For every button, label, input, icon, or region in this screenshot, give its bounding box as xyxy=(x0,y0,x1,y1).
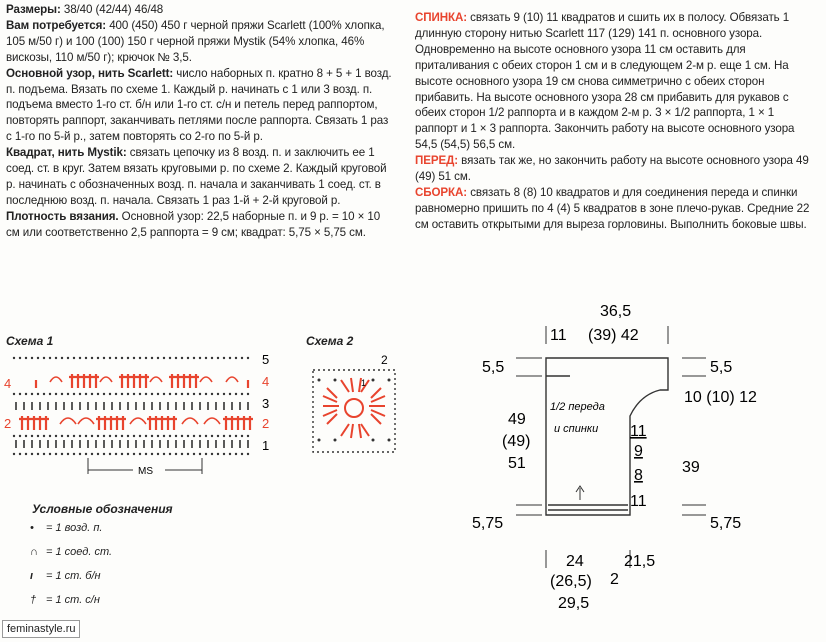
schema2-diagram xyxy=(305,350,415,460)
chain-dot xyxy=(187,435,189,437)
chain-dot xyxy=(151,357,153,359)
chain-dot xyxy=(205,435,207,437)
bottom-265-label: (26,5) xyxy=(550,573,592,590)
chain-dot xyxy=(31,357,33,359)
top-center-label: (39) 42 xyxy=(588,327,639,344)
chain-dot xyxy=(205,393,207,395)
chain-dot xyxy=(187,357,189,359)
main-pattern-paragraph xyxy=(6,66,396,146)
chain-dot xyxy=(25,453,27,455)
density-value: Основной узор: 22,5 наборные п. и 9 р. = 10 × 10 см или соответственно 2,5 раппорта = 9 см; квадрат: 5,75 × 5,75 см. xyxy=(6,209,381,239)
chain-dot xyxy=(151,393,153,395)
chain-dot xyxy=(235,393,237,395)
front-label: ПЕРЕД: xyxy=(415,154,459,168)
chain-dot xyxy=(157,357,159,359)
ms-label: MS xyxy=(138,466,153,477)
front-paragraph xyxy=(415,153,810,185)
chain-dot xyxy=(13,357,15,359)
chain-dot xyxy=(193,393,195,395)
chain-dot xyxy=(169,357,171,359)
chain-dot xyxy=(193,453,195,455)
chain-dot xyxy=(223,357,225,359)
schema2-label-1: 1 xyxy=(361,378,367,388)
main-pattern-value: число наборных п. кратно 8 + 5 + 1 возд. п. подъема. Вязать по схеме 1. Каждый р. начинать с 1 или 3 возд. п. подъема вместо 1-го ст. б/н или 1-го ст. с/н и петель перед раппортом, повторять раппорт, заканчивать петлями после раппорта. Связать 1 раз с 1-го по 5-й р., затем повторять со 2-го по 5-й р. xyxy=(6,66,392,144)
chain-dot xyxy=(139,435,141,437)
chain-dot xyxy=(91,453,93,455)
right-text-column xyxy=(415,10,810,233)
chain-dot xyxy=(223,393,225,395)
single-crochet-symbol-icon: ı xyxy=(30,570,34,582)
assembly-value: связать 8 (8) 10 квадратов и для соединения переда и спинки равномерно пришить по 4 (4) 5 квадратов в зоне плечо-рукав. Средние 22 см оставить открытыми для выреза горловины. Выполнить боковые швы. xyxy=(415,185,810,231)
chain-dot xyxy=(247,435,249,437)
bottom-295-label: 29,5 xyxy=(558,595,590,612)
chain-dot xyxy=(169,435,171,437)
chain-dot xyxy=(217,357,219,359)
chain-dot xyxy=(79,357,81,359)
chain-dot xyxy=(73,435,75,437)
chain-dot xyxy=(79,453,81,455)
chain-dot xyxy=(241,393,243,395)
chain-dot xyxy=(199,453,201,455)
chain-dot xyxy=(61,435,63,437)
schema2-label-2: 2 xyxy=(381,353,388,367)
chain-dot xyxy=(139,393,141,395)
chain-dot xyxy=(67,453,69,455)
right-shoulder-label: 10 (10) 12 xyxy=(684,389,757,406)
chain-dot xyxy=(211,453,213,455)
chain-dot xyxy=(25,393,27,395)
chain-dot xyxy=(163,357,165,359)
watermark-label: feminastyle.ru xyxy=(2,620,80,638)
chain-dot xyxy=(115,435,117,437)
chain-dot xyxy=(73,453,75,455)
chain-dot xyxy=(67,393,69,395)
legend-list xyxy=(30,522,112,618)
chain-dot xyxy=(115,357,117,359)
chain-dot xyxy=(109,393,111,395)
chain-dot xyxy=(181,435,183,437)
row1-label: 1 xyxy=(262,438,270,453)
legend-dc-text: = 1 ст. с/н xyxy=(46,594,100,606)
chain-dot xyxy=(109,357,111,359)
chain-dot xyxy=(163,453,165,455)
chain-dot xyxy=(187,453,189,455)
inner-11-label: 11 xyxy=(630,423,647,440)
chain-dot xyxy=(241,357,243,359)
legend-item-sc xyxy=(30,570,112,594)
chain-dot xyxy=(151,435,153,437)
chain-dot xyxy=(43,393,45,395)
back-label: СПИНКА: xyxy=(415,11,468,24)
chain-dot xyxy=(31,453,33,455)
chain-dot xyxy=(121,453,123,455)
chain-dot xyxy=(19,393,21,395)
inner-label-1: 1/2 переда xyxy=(550,401,605,413)
chain-dot xyxy=(85,453,87,455)
chain-dot xyxy=(61,393,63,395)
chain-symbol-icon: • xyxy=(30,522,34,534)
chain-dot xyxy=(151,453,153,455)
left-5-75-label: 5,75 xyxy=(472,515,504,532)
chain-dot xyxy=(19,453,21,455)
chain-dot xyxy=(247,453,249,455)
chain-dot xyxy=(181,453,183,455)
chain-dot xyxy=(91,393,93,395)
right-5-75-label: 5,75 xyxy=(710,515,742,532)
double-crochet-symbol-icon: † xyxy=(30,594,37,606)
chain-dot xyxy=(13,453,15,455)
needs-value: 400 (450) 450 г черной пряжи Scarlett (100% хлопка, 105 м/50 г) и 100 (100) 150 г черной пряжи Mystik (54% хлопка, 46% вискозы, 110 м/50 г); крючок № 3,5. xyxy=(6,18,385,64)
chain-dot xyxy=(103,357,105,359)
density-paragraph xyxy=(6,209,396,241)
pattern-diagram xyxy=(470,300,800,625)
chain-dot xyxy=(127,357,129,359)
chain-dot xyxy=(187,393,189,395)
assembly-paragraph xyxy=(415,185,810,233)
chain-dot xyxy=(109,453,111,455)
back-paragraph xyxy=(415,10,810,153)
chain-dot xyxy=(103,453,105,455)
chain-dot xyxy=(43,435,45,437)
chain-dot xyxy=(133,357,135,359)
chain-dot xyxy=(181,357,183,359)
square-label: Квадрат, нить Mystik: xyxy=(6,146,127,160)
chain-dot xyxy=(61,453,63,455)
chain-dot xyxy=(19,435,21,437)
bottom-215-label: 21,5 xyxy=(624,553,656,570)
chain-dot xyxy=(55,357,57,359)
row5-label: 5 xyxy=(262,352,270,367)
chain-dot xyxy=(127,435,129,437)
chain-dot xyxy=(37,453,39,455)
chain-dot xyxy=(175,453,177,455)
chain-dot xyxy=(205,453,207,455)
chain-dot xyxy=(31,435,33,437)
chain-dot xyxy=(229,357,231,359)
chain-dot xyxy=(247,393,249,395)
chain-dot xyxy=(241,453,243,455)
row4-label-left: 4 xyxy=(4,376,12,391)
square-outline xyxy=(313,370,395,452)
chain-dot xyxy=(235,453,237,455)
schema1-black-stitches xyxy=(16,402,248,448)
row4-stitch-group xyxy=(36,374,248,388)
chain-dot xyxy=(211,357,213,359)
chain-dot xyxy=(217,435,219,437)
chain-dot xyxy=(109,435,111,437)
chain-dot xyxy=(43,357,45,359)
bottom-2-label: 2 xyxy=(610,571,619,588)
chain-dot xyxy=(145,393,147,395)
top-left-label: 11 xyxy=(550,327,567,344)
chain-dot xyxy=(193,435,195,437)
chain-dot xyxy=(49,453,51,455)
chain-dot xyxy=(79,393,81,395)
right-39-label: 39 xyxy=(682,459,700,476)
slip-stitch-symbol-icon: ∩ xyxy=(30,546,38,558)
chain-dot xyxy=(145,453,147,455)
chain-dot xyxy=(85,435,87,437)
chain-dot xyxy=(37,435,39,437)
bottom-24-label: 24 xyxy=(566,553,584,570)
chain-dot xyxy=(13,435,15,437)
chain-dot xyxy=(211,393,213,395)
chain-dot xyxy=(229,435,231,437)
chain-dot xyxy=(157,393,159,395)
chain-dot xyxy=(97,453,99,455)
chain-dot xyxy=(205,357,207,359)
inner-8-label: 8 xyxy=(634,467,643,484)
chain-dot xyxy=(43,453,45,455)
chain-dot xyxy=(163,393,165,395)
chain-dot xyxy=(85,357,87,359)
chain-dot xyxy=(217,393,219,395)
chain-dot xyxy=(115,453,117,455)
chain-dot xyxy=(67,357,69,359)
chain-dot xyxy=(235,357,237,359)
chain-dot xyxy=(73,393,75,395)
chain-dot xyxy=(61,357,63,359)
inner-11b-label: 11 xyxy=(630,493,647,510)
chain-dot xyxy=(115,393,117,395)
chain-dot xyxy=(49,357,51,359)
sizes-label: Размеры: xyxy=(6,3,61,16)
chain-dot xyxy=(139,453,141,455)
square-paragraph xyxy=(6,145,396,209)
legend-chain-text: = 1 возд. п. xyxy=(46,522,103,534)
right-5-5-label: 5,5 xyxy=(710,359,733,376)
chain-dot xyxy=(235,435,237,437)
chain-dot xyxy=(49,435,51,437)
chain-dot xyxy=(79,435,81,437)
chain-dot xyxy=(241,435,243,437)
chain-dot xyxy=(163,435,165,437)
chain-dot xyxy=(181,393,183,395)
chain-dot xyxy=(247,357,249,359)
chain-dot xyxy=(223,453,225,455)
chain-dot xyxy=(73,357,75,359)
schema2-title: Схема 2 xyxy=(306,334,354,348)
square-black-dots xyxy=(318,379,391,442)
chain-dot xyxy=(37,357,39,359)
chain-dot xyxy=(91,357,93,359)
chain-dot xyxy=(175,435,177,437)
chain-dot xyxy=(199,357,201,359)
chain-dot xyxy=(19,357,21,359)
chain-dot xyxy=(97,357,99,359)
chain-dot xyxy=(133,393,135,395)
legend-item-dc xyxy=(30,594,112,618)
density-label: Плотность вязания. xyxy=(6,209,119,223)
chain-dot xyxy=(49,393,51,395)
left-height-3: 51 xyxy=(508,455,526,472)
chain-dot xyxy=(67,435,69,437)
chain-dot xyxy=(31,393,33,395)
chain-dot xyxy=(85,393,87,395)
chain-dot xyxy=(91,435,93,437)
chain-dot xyxy=(199,435,201,437)
chain-dot xyxy=(37,393,39,395)
chain-dot xyxy=(175,393,177,395)
assembly-label: СБОРКА: xyxy=(415,185,468,199)
sizes-paragraph xyxy=(6,2,396,18)
legend-item-slip xyxy=(30,546,112,570)
chain-dot xyxy=(97,435,99,437)
chain-dot xyxy=(199,393,201,395)
chain-dot xyxy=(169,393,171,395)
chain-dot xyxy=(133,435,135,437)
legend-sc-text: = 1 ст. б/н xyxy=(46,570,101,582)
chain-dot xyxy=(25,435,27,437)
chain-dot xyxy=(145,357,147,359)
chain-dot xyxy=(13,393,15,395)
legend-title: Условные обозначения xyxy=(32,502,173,516)
chain-dot xyxy=(229,393,231,395)
left-height-2: (49) xyxy=(502,433,531,450)
chain-dot xyxy=(121,393,123,395)
chain-dot xyxy=(157,435,159,437)
schema1-diagram xyxy=(0,346,290,486)
chain-dot xyxy=(55,393,57,395)
legend-item-chain xyxy=(30,522,112,546)
chain-dot xyxy=(175,357,177,359)
chain-dot xyxy=(211,435,213,437)
chain-dot xyxy=(103,435,105,437)
chain-dot xyxy=(169,453,171,455)
chain-dot xyxy=(133,453,135,455)
needs-paragraph xyxy=(6,18,396,66)
chain-dot xyxy=(127,453,129,455)
square-value: связать цепочку из 8 возд. п. и заключить ее 1 соед. ст. в круг. Затем вязать круговыми р. по схеме 2. Каждый круговой р. начинать с обозначенных возд. п. начала и заканчивать 1 соед. ст. в последнюю возд. п. начала. Связать 1 раз 1-й + 2-й круговой р. xyxy=(6,146,387,207)
pattern-outline xyxy=(546,358,668,515)
row4-label-right: 4 xyxy=(262,374,270,389)
chain-dot xyxy=(121,435,123,437)
main-pattern-label: Основной узор, нить Scarlett: xyxy=(6,66,174,80)
left-text-column xyxy=(6,2,396,241)
chain-dot xyxy=(157,453,159,455)
schema1-title: Схема 1 xyxy=(6,334,54,348)
top-width-label: 36,5 xyxy=(600,303,632,320)
needs-label: Вам потребуется: xyxy=(6,18,107,32)
left-height-1: 49 xyxy=(508,411,526,428)
left-5-5-label: 5,5 xyxy=(482,359,505,376)
pattern-guides xyxy=(516,326,706,568)
chain-dot xyxy=(55,435,57,437)
chain-dot xyxy=(127,393,129,395)
row2-label-left: 2 xyxy=(4,416,12,431)
chain-dot xyxy=(121,357,123,359)
back-value: связать 9 (10) 11 квадратов и сшить их в полосу. Обвязать 1 длинную сторону нитью Scarlett 117 (129) 141 п. основного узора. Одновременно на высоте основного узора 11 см оставить для приталивания с обеих сторон 1 см и в следующем 2-м р. еще 1 см. На высоте основного узора 19 см снова симметрично с обеих сторон прибавить. На высоте основного узора 28 см прибавить для рукавов с обеих сторон 1/2 раппорта и в каждом 2-м р. 3 × 1/2 раппорта, 1 × 1 раппорт и 1 × 3 раппорта. Закончить работу на высоте основного узора 54,5 (54,5) 56,5 см. xyxy=(415,11,795,152)
chain-dot xyxy=(97,393,99,395)
chain-dot xyxy=(145,435,147,437)
row3-label: 3 xyxy=(262,396,270,411)
row2-label-right: 2 xyxy=(262,416,270,431)
front-value: вязать так же, но закончить работу на высоте основного узора 49 (49) 51 см. xyxy=(415,154,809,184)
legend-slip-text: = 1 соед. ст. xyxy=(46,546,113,558)
chain-dot xyxy=(25,357,27,359)
inner-label-2: и спинки xyxy=(554,423,599,435)
chain-dot xyxy=(217,453,219,455)
chain-dot xyxy=(223,435,225,437)
chain-dot xyxy=(103,393,105,395)
chain-dot xyxy=(139,357,141,359)
chain-dot xyxy=(55,453,57,455)
sizes-value: 38/40 (42/44) 46/48 xyxy=(60,3,164,16)
inner-9-label: 9 xyxy=(634,443,643,460)
square-red-stitches xyxy=(323,378,385,438)
chain-dot xyxy=(193,357,195,359)
chain-dot xyxy=(229,453,231,455)
